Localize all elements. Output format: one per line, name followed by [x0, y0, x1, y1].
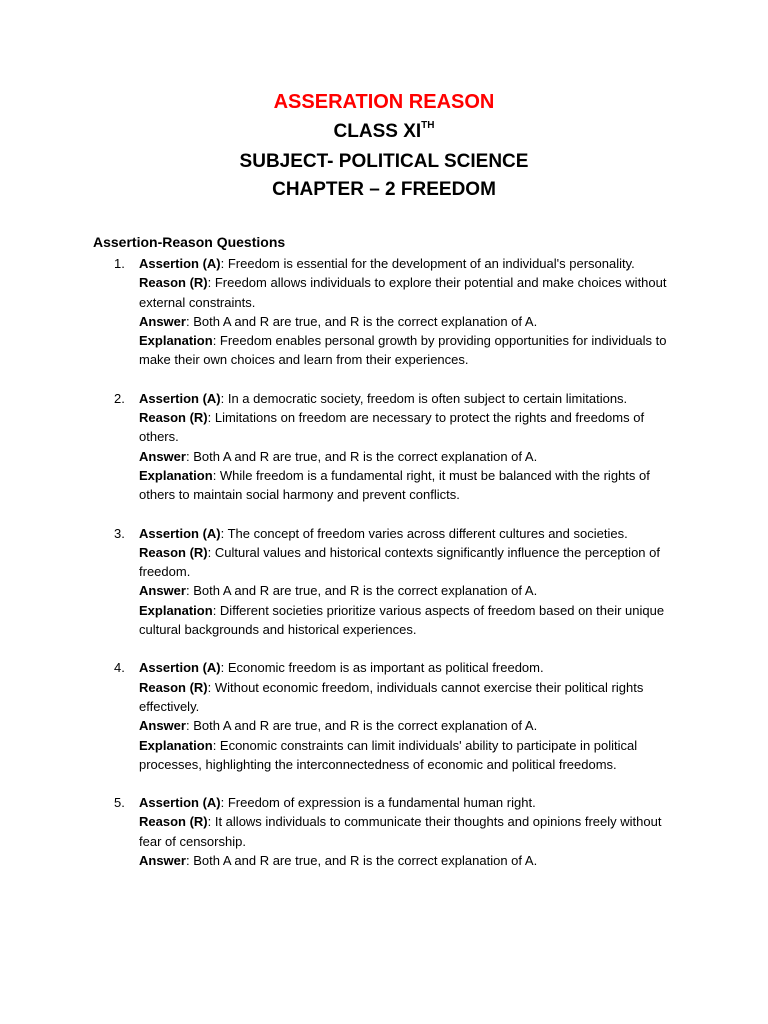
section-heading: Assertion-Reason Questions — [93, 234, 286, 250]
subject-heading: SUBJECT- POLITICAL SCIENCE — [239, 151, 529, 172]
reason-text: : Freedom allows individuals to explore their potential and make choices without external constraints. — [139, 275, 667, 310]
reason-line — [139, 812, 679, 851]
assertion-label: Assertion (A) — [139, 256, 221, 271]
assertion-line — [139, 793, 679, 812]
explanation-line — [139, 601, 679, 640]
reason-label: Reason (R) — [139, 275, 208, 291]
explanation-label: Explanation — [139, 467, 213, 483]
answer-text: : Both A and R are true, and R is the correct explanation of A. — [185, 583, 538, 599]
explanation-text: : Freedom enables personal growth by providing opportunities for individuals to make their own choices and learn from their experiences. — [139, 333, 667, 368]
answer-label: Answer — [139, 853, 186, 869]
answer-label: Answer — [139, 583, 186, 599]
assertion-text: : Freedom is essential for the development of an individual's personality. — [220, 256, 635, 271]
answer-line — [139, 716, 679, 735]
assertion-label: Assertion (A) — [139, 525, 221, 541]
reason-label: Reason (R) — [139, 410, 208, 426]
question-list — [0, 254, 768, 889]
reason-text: : Limitations on freedom are necessary to protect the rights and freedoms of others. — [139, 410, 645, 445]
assertion-text: : Economic freedom is as important as political freedom. — [220, 660, 544, 676]
explanation-line — [139, 466, 679, 505]
answer-line — [139, 851, 679, 870]
reason-line — [139, 678, 679, 717]
reason-label: Reason (R) — [139, 679, 208, 695]
explanation-label: Explanation — [139, 602, 213, 618]
explanation-label: Explanation — [139, 737, 213, 753]
assertion-label: Assertion (A) — [139, 390, 221, 406]
answer-line — [139, 447, 679, 466]
reason-label: Reason (R) — [139, 544, 208, 560]
assertion-line — [139, 524, 679, 543]
title-block — [0, 88, 768, 204]
explanation-text: : While freedom is a fundamental right, it must be balanced with the rights of others to maintain social harmony and prevent conflicts. — [139, 467, 650, 503]
class-text: CLASS XI — [333, 121, 422, 142]
explanation-text: : Economic constraints can limit individuals' ability to participate in political processes, highlighting the interconnectedness of economic and political freedoms. — [139, 737, 638, 772]
question-number: 2. — [114, 390, 125, 406]
reason-line — [139, 273, 679, 312]
question-item — [0, 524, 679, 640]
question-item — [0, 389, 679, 505]
explanation-text: : Different societies prioritize various aspects of freedom based on their unique cultural backgrounds and historical experiences. — [139, 602, 665, 638]
question-item — [0, 658, 679, 774]
answer-text: : Both A and R are true, and R is the correct explanation of A. — [185, 718, 538, 734]
assertion-line — [139, 389, 679, 408]
chapter-heading: CHAPTER – 2 FREEDOM — [272, 179, 496, 200]
question-number: 5. — [114, 795, 125, 811]
assertion-text: : The concept of freedom varies across different cultures and societies. — [220, 525, 628, 541]
assertion-text: : In a democratic society, freedom is often subject to certain limitations. — [220, 390, 628, 406]
answer-line — [139, 581, 679, 600]
reason-line — [139, 408, 679, 447]
question-number: 1. — [114, 256, 125, 271]
answer-text: : Both A and R are true, and R is the correct explanation of A. — [185, 853, 538, 869]
class-superscript: TH — [421, 120, 435, 131]
explanation-line — [139, 736, 679, 775]
assertion-label: Assertion (A) — [139, 660, 221, 676]
question-item — [0, 254, 679, 370]
explanation-line — [139, 331, 679, 370]
question-number: 4. — [114, 660, 125, 676]
answer-text: : Both A and R are true, and R is the correct explanation of A. — [185, 313, 538, 329]
answer-line — [139, 312, 679, 331]
explanation-label: Explanation — [139, 333, 213, 349]
answer-label: Answer — [139, 448, 186, 464]
question-number: 3. — [114, 525, 125, 541]
reason-line — [139, 543, 679, 582]
answer-label: Answer — [139, 313, 186, 329]
reason-text: : It allows individuals to communicate their thoughts and opinions freely without fear of censorship. — [139, 814, 662, 849]
answer-text: : Both A and R are true, and R is the correct explanation of A. — [185, 448, 538, 464]
assertion-text: : Freedom of expression is a fundamental human right. — [220, 795, 536, 811]
reason-label: Reason (R) — [139, 814, 208, 830]
question-item — [0, 793, 679, 870]
assertion-line — [139, 254, 679, 273]
reason-text: : Without economic freedom, individuals cannot exercise their political rights effectively. — [139, 679, 644, 714]
reason-text: : Cultural values and historical contexts significantly influence the perception of freedom. — [139, 544, 660, 580]
answer-label: Answer — [139, 718, 186, 734]
assertion-line — [139, 658, 679, 677]
assertion-label: Assertion (A) — [139, 795, 221, 811]
page-title: ASSERATION REASON — [273, 91, 495, 113]
class-heading — [0, 116, 768, 148]
